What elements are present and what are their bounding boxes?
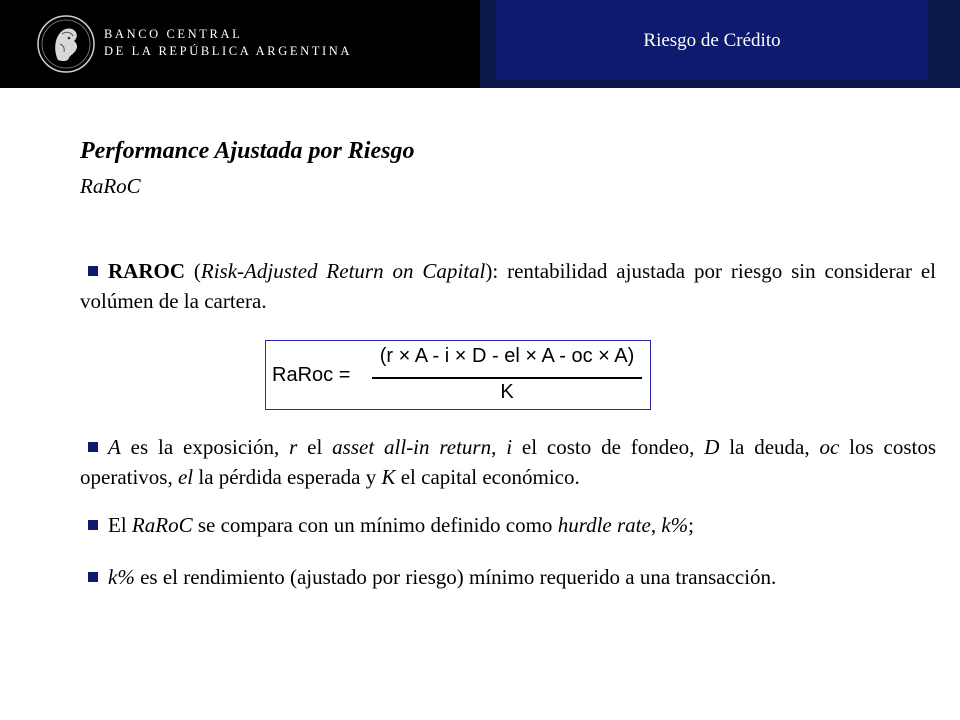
bank-name-line2: DE LA REPÚBLICA ARGENTINA xyxy=(104,44,352,58)
formula-numerator: (r × A - i × D - el × A - oc × A) xyxy=(379,345,635,367)
var-d: D xyxy=(704,435,720,459)
text-fragment: El xyxy=(108,513,132,537)
bank-name-line1: BANCO CENTRAL xyxy=(104,27,243,41)
text-fragment: el xyxy=(297,435,333,459)
text-fragment: el capital económico. xyxy=(395,465,580,489)
text-fragment: la pérdida esperada y xyxy=(193,465,382,489)
section-title: Riesgo de Crédito xyxy=(643,30,781,51)
slide-title: Performance Ajustada por Riesgo xyxy=(80,138,415,164)
text-fragment: es la exposición, xyxy=(120,435,290,459)
var-el: el xyxy=(177,465,194,489)
text-fragment: la deuda, xyxy=(719,435,820,459)
section-title-box xyxy=(496,0,928,80)
bank-name xyxy=(104,26,352,60)
bullet-variable-definitions xyxy=(80,432,936,492)
header-band xyxy=(0,0,960,88)
text-fragment: se compara con un mínimo definido como xyxy=(192,513,558,537)
text-fragment: , xyxy=(650,513,662,537)
text-fragment: el costo de fondeo, xyxy=(512,435,705,459)
logo-area xyxy=(0,0,480,88)
text-fragment: ; xyxy=(688,513,694,537)
raroc-term: RAROC xyxy=(108,259,185,283)
raroc-formula xyxy=(265,340,651,410)
slide-subtitle: RaRoC xyxy=(80,174,141,198)
var-r: r xyxy=(289,435,298,459)
term-k-percent: k% xyxy=(108,565,135,589)
fraction-bar xyxy=(372,377,642,379)
square-bullet-icon xyxy=(88,520,98,530)
bullet-hurdle-rate xyxy=(80,510,936,540)
term-raroc: RaRoC xyxy=(131,513,193,537)
term-k-percent: k% xyxy=(661,513,689,537)
bullet-raroc-definition xyxy=(80,256,936,316)
square-bullet-icon xyxy=(88,442,98,452)
formula-lhs: RaRoc = xyxy=(272,364,351,386)
var-k: K xyxy=(381,465,396,489)
bullet-minimum-return xyxy=(80,562,936,592)
var-i: i xyxy=(506,435,513,459)
square-bullet-icon xyxy=(88,572,98,582)
text-fragment: ): rentabilidad ajustada por riesgo sin considerar el volúmen de la cartera. xyxy=(80,259,936,313)
text-fragment: , xyxy=(491,435,507,459)
raroc-expansion: Risk-Adjusted Return on Capital xyxy=(200,259,486,283)
var-a: A xyxy=(108,435,121,459)
square-bullet-icon xyxy=(88,266,98,276)
var-oc: oc xyxy=(819,435,840,459)
text-fragment: es el rendimiento (ajustado por riesgo) mínimo requerido a una transacción. xyxy=(134,565,777,589)
header-right-strip xyxy=(928,0,960,88)
text-fragment: los costos operativos, xyxy=(80,435,937,489)
bcra-medallion-icon xyxy=(36,14,96,74)
text-fragment: ( xyxy=(185,259,201,283)
term-hurdle-rate: hurdle rate xyxy=(557,513,651,537)
formula-denominator: K xyxy=(500,381,514,403)
term-asset-return: asset all-in return xyxy=(332,435,492,459)
